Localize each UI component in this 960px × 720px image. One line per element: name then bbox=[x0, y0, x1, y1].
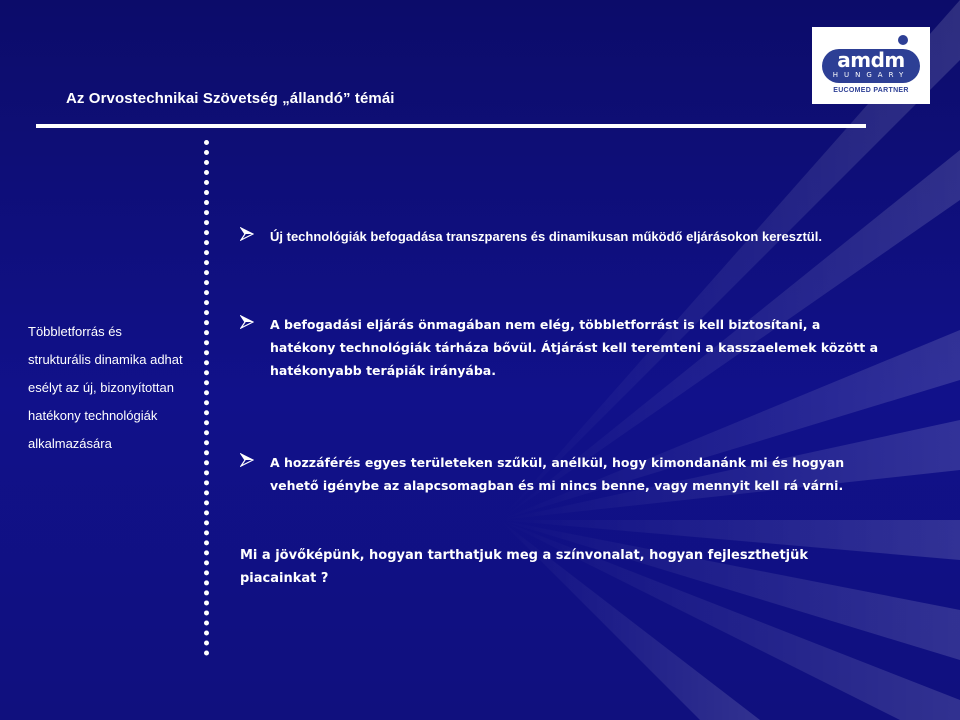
logo-word: amdm bbox=[837, 48, 905, 72]
side-text bbox=[28, 318, 198, 458]
side-text-line: strukturális dinamika adhat bbox=[28, 352, 183, 367]
bullet-item bbox=[240, 451, 880, 497]
logo-bar bbox=[822, 49, 920, 83]
dotted-divider bbox=[204, 140, 209, 656]
slide-title: Az Orvostechnikai Szövetség „állandó” témái bbox=[66, 90, 395, 107]
side-text-line: Többletforrás és bbox=[28, 324, 122, 339]
bullet-text: A hozzáférés egyes területeken szűkül, anélkül, hogy kimondanánk mi és hogyan vehető igénybe az alapcsomagban és mi nincs benne, vagy mennyit kell rá várni. bbox=[270, 455, 845, 493]
side-text-line: hatékony technológiák bbox=[28, 408, 158, 423]
side-text-line: esélyt az új, bizonyítottan bbox=[28, 380, 174, 395]
arrowhead-bullet-icon bbox=[240, 227, 254, 241]
closing-question: Mi a jövőképünk, hogyan tarthatjuk meg a színvonalat, hogyan fejleszthetjük piacainkat ? bbox=[240, 548, 809, 586]
arrowhead-bullet-icon bbox=[240, 453, 254, 467]
side-text-line: alkalmazására bbox=[28, 436, 112, 451]
bullet-item bbox=[240, 225, 880, 248]
bullet-text: Új technológiák befogadása transzparens és dinamikusan működő eljárásokon keresztül. bbox=[270, 229, 822, 244]
title-underline bbox=[36, 124, 866, 128]
bullet-item bbox=[240, 313, 880, 382]
logo-dot-icon bbox=[898, 35, 908, 45]
logo-sub: HUNGARY bbox=[832, 71, 910, 79]
arrowhead-bullet-icon bbox=[240, 315, 254, 329]
amdm-logo bbox=[812, 27, 930, 104]
logo-partner-text: EUCOMED PARTNER bbox=[833, 87, 909, 94]
bullet-text: A befogadási eljárás önmagában nem elég, többletforrást is kell biztosítani, a hatékony technológiák tárháza bővül. Átjárást kell teremteni a kasszaelemek között a hatékonyabb terápiák irányába. bbox=[270, 317, 879, 378]
